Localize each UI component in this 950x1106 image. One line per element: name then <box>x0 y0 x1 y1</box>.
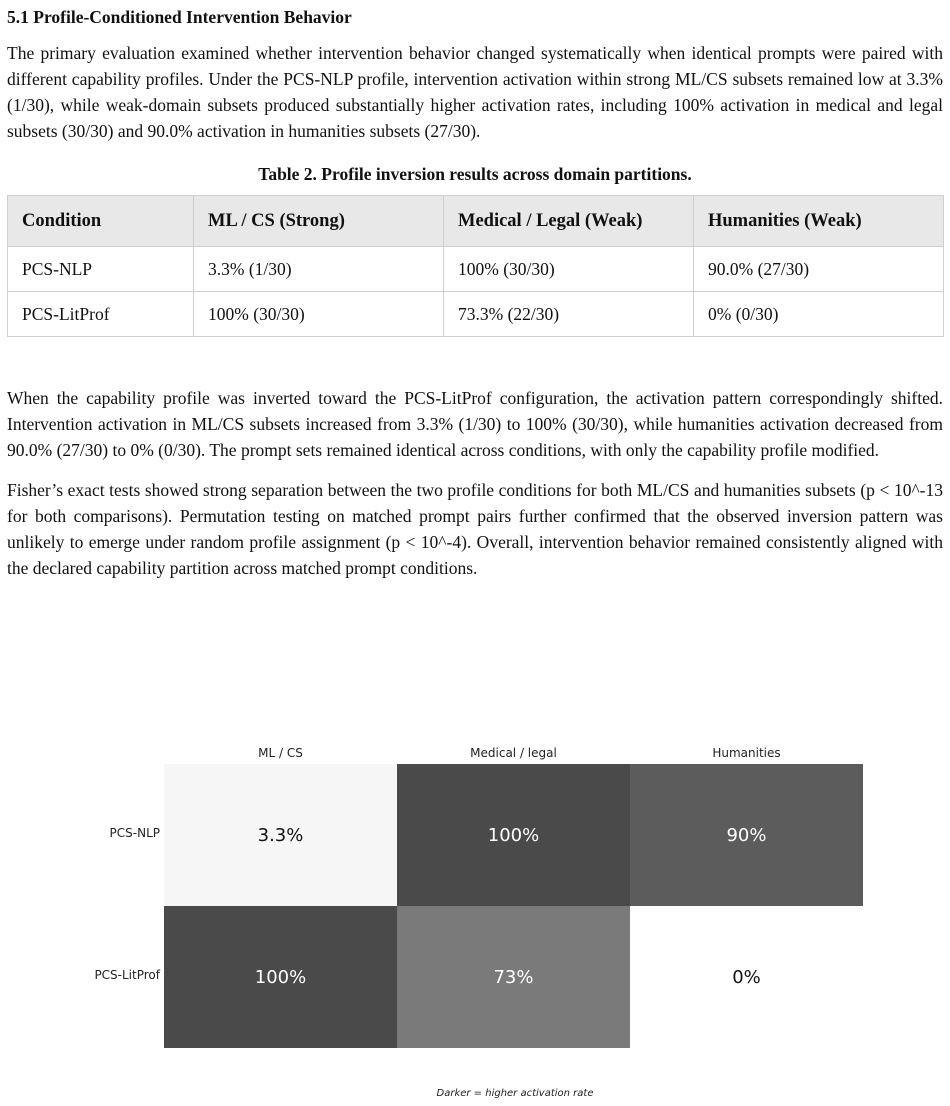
section-title: 5.1 Profile-Conditioned Intervention Behavior <box>7 7 352 27</box>
table-cell: 73.3% (22/30) <box>444 292 694 337</box>
table-header-row <box>8 196 944 247</box>
table-cell: 100% (30/30) <box>194 292 444 337</box>
heatmap-column-label: Humanities <box>712 746 781 760</box>
heatmap-row-label: PCS-LitProf <box>94 968 160 982</box>
results-table <box>7 195 944 337</box>
table-cell: 3.3% (1/30) <box>194 247 444 292</box>
paragraph-2: When the capability profile was inverted toward the PCS-LitProf configuration, the activation pattern correspondingly shifted. Intervention activation in ML/CS subsets increased from 3.3% (1/30) to 100% (30/30), while humanities activation decreased from 90.0% (27/30) to 0% (0/30). The prompt sets remained identical across conditions, with only the capability profile modified. <box>7 388 943 460</box>
heatmap-cell: 100% <box>397 764 630 906</box>
heatmap-row-label: PCS-NLP <box>109 826 160 840</box>
table-row <box>8 247 944 292</box>
paragraph-3: Fisher’s exact tests showed strong separation between the two profile conditions for both ML/CS and humanities subsets (p < 10^-13 for both comparisons). Permutation testing on matched prompt pairs further confirmed that the observed inversion pattern was unlikely to emerge under random profile assignment (p < 10^-4). Overall, intervention behavior remained consistently aligned with the declared capability partition across matched prompt conditions. <box>7 480 943 578</box>
paper-page <box>7 0 943 581</box>
table-cell: PCS-NLP <box>8 247 194 292</box>
table-header-cell: Condition <box>8 196 194 247</box>
table-header-cell: Humanities (Weak) <box>694 196 944 247</box>
heatmap-column-label: ML / CS <box>258 746 303 760</box>
heatmap-cell: 0% <box>732 966 761 988</box>
table-header-cell: ML / CS (Strong) <box>194 196 444 247</box>
paragraph-1: The primary evaluation examined whether intervention behavior changed systematically when identical prompts were paired with different capability profiles. Under the PCS-NLP profile, intervention activation within strong ML/CS subsets remained low at 3.3% (1/30), while weak-domain subsets produced substantially higher activation rates, including 100% activation in medical and legal subsets (30/30) and 90.0% activation in humanities subsets (27/30). <box>7 43 943 141</box>
table-cell: PCS-LitProf <box>8 292 194 337</box>
table-header-cell: Medical / Legal (Weak) <box>444 196 694 247</box>
table-caption: Table 2. Profile inversion results across domain partitions. <box>258 164 692 184</box>
table-row <box>8 292 944 337</box>
heatmap-cell: 100% <box>164 906 397 1048</box>
heatmap-cell: 3.3% <box>164 764 397 906</box>
table-cell: 100% (30/30) <box>444 247 694 292</box>
table-cell: 90.0% (27/30) <box>694 247 944 292</box>
heatmap-cell: 73% <box>397 906 630 1048</box>
table-cell: 0% (0/30) <box>694 292 944 337</box>
heatmap-column-label: Medical / legal <box>470 746 557 760</box>
heatmap-cell: 90% <box>630 764 863 906</box>
heatmap-note: Darker = higher activation rate <box>436 1088 594 1099</box>
